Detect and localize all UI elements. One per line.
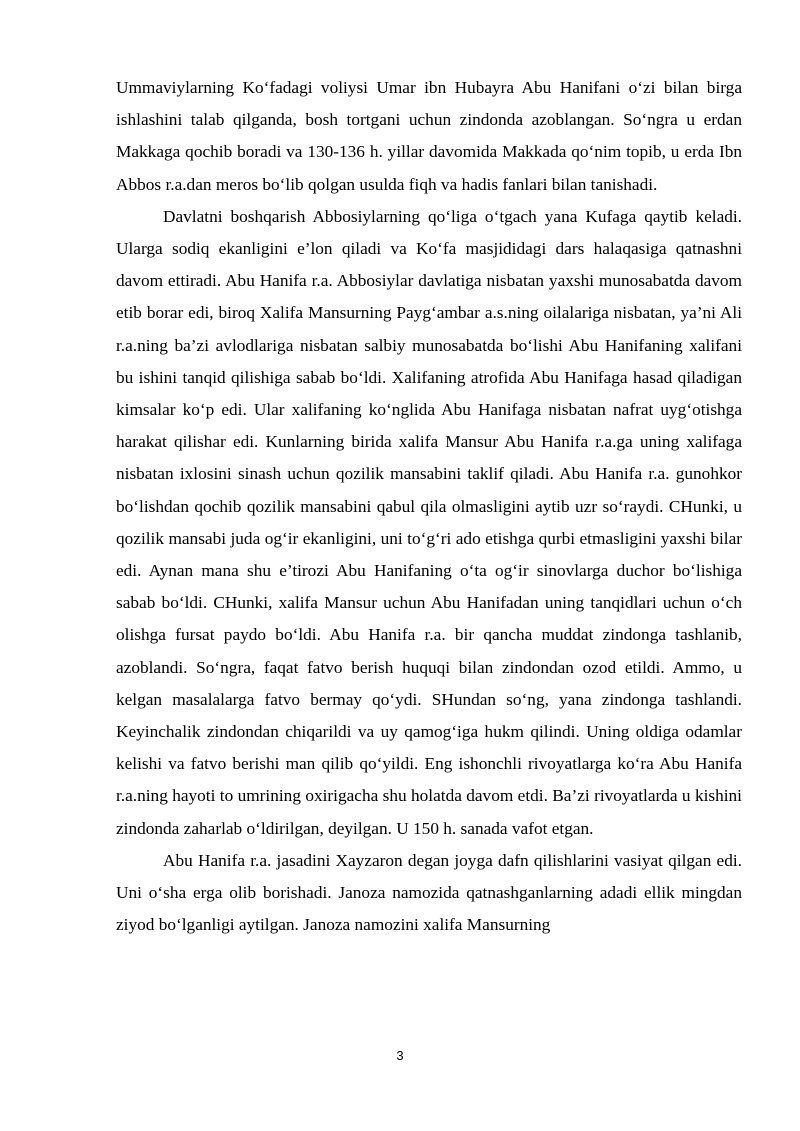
paragraph: Davlatni boshqarish Abbosiylarning qo‘liga o‘tgach yana Kufaga qaytib keladi. Ularga sodiq ekanligini e’lon qiladi va Ko‘fa masjididagi dars halaqasiga qatnashni davom ettiradi. Abu Hanifa r.a. Abbosiylar davlatiga nisbatan yaxshi munosabatda davom etib borar edi, biroq Xalifa Mansurning Payg‘ambar a.s.ning oilalariga nisbatan, ya’ni Ali r.a.ning ba’zi avlodlariga nisbatan salbiy munosabatda bo‘lishi Abu Hanifaning xalifani bu ishini tanqid qilishiga sabab bo‘ldi. Xalifaning atrofida Abu Hanifaga hasad qiladigan kimsalar ko‘p edi. Ular xalifaning ko‘nglida Abu Hanifaga nisbatan nafrat uyg‘otishga harakat qilishar edi. Kunlarning birida xalifa Mansur Abu Hanifa r.a.ga uning xalifaga nisbatan ixlosini sinash uchun qozilik mansabini taklif qiladi. Abu Hanifa r.a. gunohkor bo‘lishdan qochib qozilik mansabini qabul qila olmasligini aytib uzr so‘raydi. CHunki, u qozilik mansabi juda og‘ir ekanligini, uni to‘g‘ri ado etishga qurbi etmasligini yaxshi bilar edi. Aynan mana shu e’tirozi Abu Hanifaning o‘ta og‘ir sinovlarga duchor bo‘lishiga sabab bo‘ldi. CHunki, xalifa Mansur uchun Abu Hanifadan uning tanqidlari uchun o‘ch olishga fursat paydo bo‘ldi. Abu Hanifa r.a. bir qancha muddat zindonga tashlanib, azoblandi. So‘ngra, faqat fatvo berish huquqi bilan zindondan ozod etildi. Ammo, u kelgan masalalarga fatvo bermay qo‘ydi. SHundan so‘ng, yana zindonga tashlandi. Keyinchalik zindondan chiqarildi va uy qamog‘iga hukm qilindi. Uning oldiga odamlar kelishi va fatvo berishi man qilib qo‘yildi. Eng ishonchli rivoyatlarga ko‘ra Abu Hanifa r.a.ning hayoti to umrining oxirigacha shu holatda davom etdi. Ba’zi rivoyatlarda u kishini zindonda zaharlab o‘ldirilgan, deyilgan. U 150 h. sanada vafot etgan. xyxy=(116,206,742,838)
paragraph: Ummaviylarning Ko‘fadagi voliysi Umar ibn Hubayra Abu Hanifani o‘zi bilan birga ishlashini talab qilganda, bosh tortgani uchun zindonda azoblangan. So‘ngra u erdan Makkaga qochib boradi va 130-136 h. yillar davomida Makkada qo‘nim topib, u erda Ibn Abbos r.a.dan meros bo‘lib qolgan usulda fiqh va hadis fanlari bilan tanishadi. xyxy=(116,78,742,194)
paragraph: Abu Hanifa r.a. jasadini Xayzaron degan joyga dafn qilishlarini vasiyat qilgan edi. Uni o‘sha erga olib borishadi. Janoza namozida qatnashganlarning adadi ellik mingdan ziyod bo‘lganligi aytilgan. Janoza namozini xalifa Mansurning xyxy=(116,850,742,935)
body-text xyxy=(116,72,742,941)
page-number: 3 xyxy=(396,1048,404,1063)
